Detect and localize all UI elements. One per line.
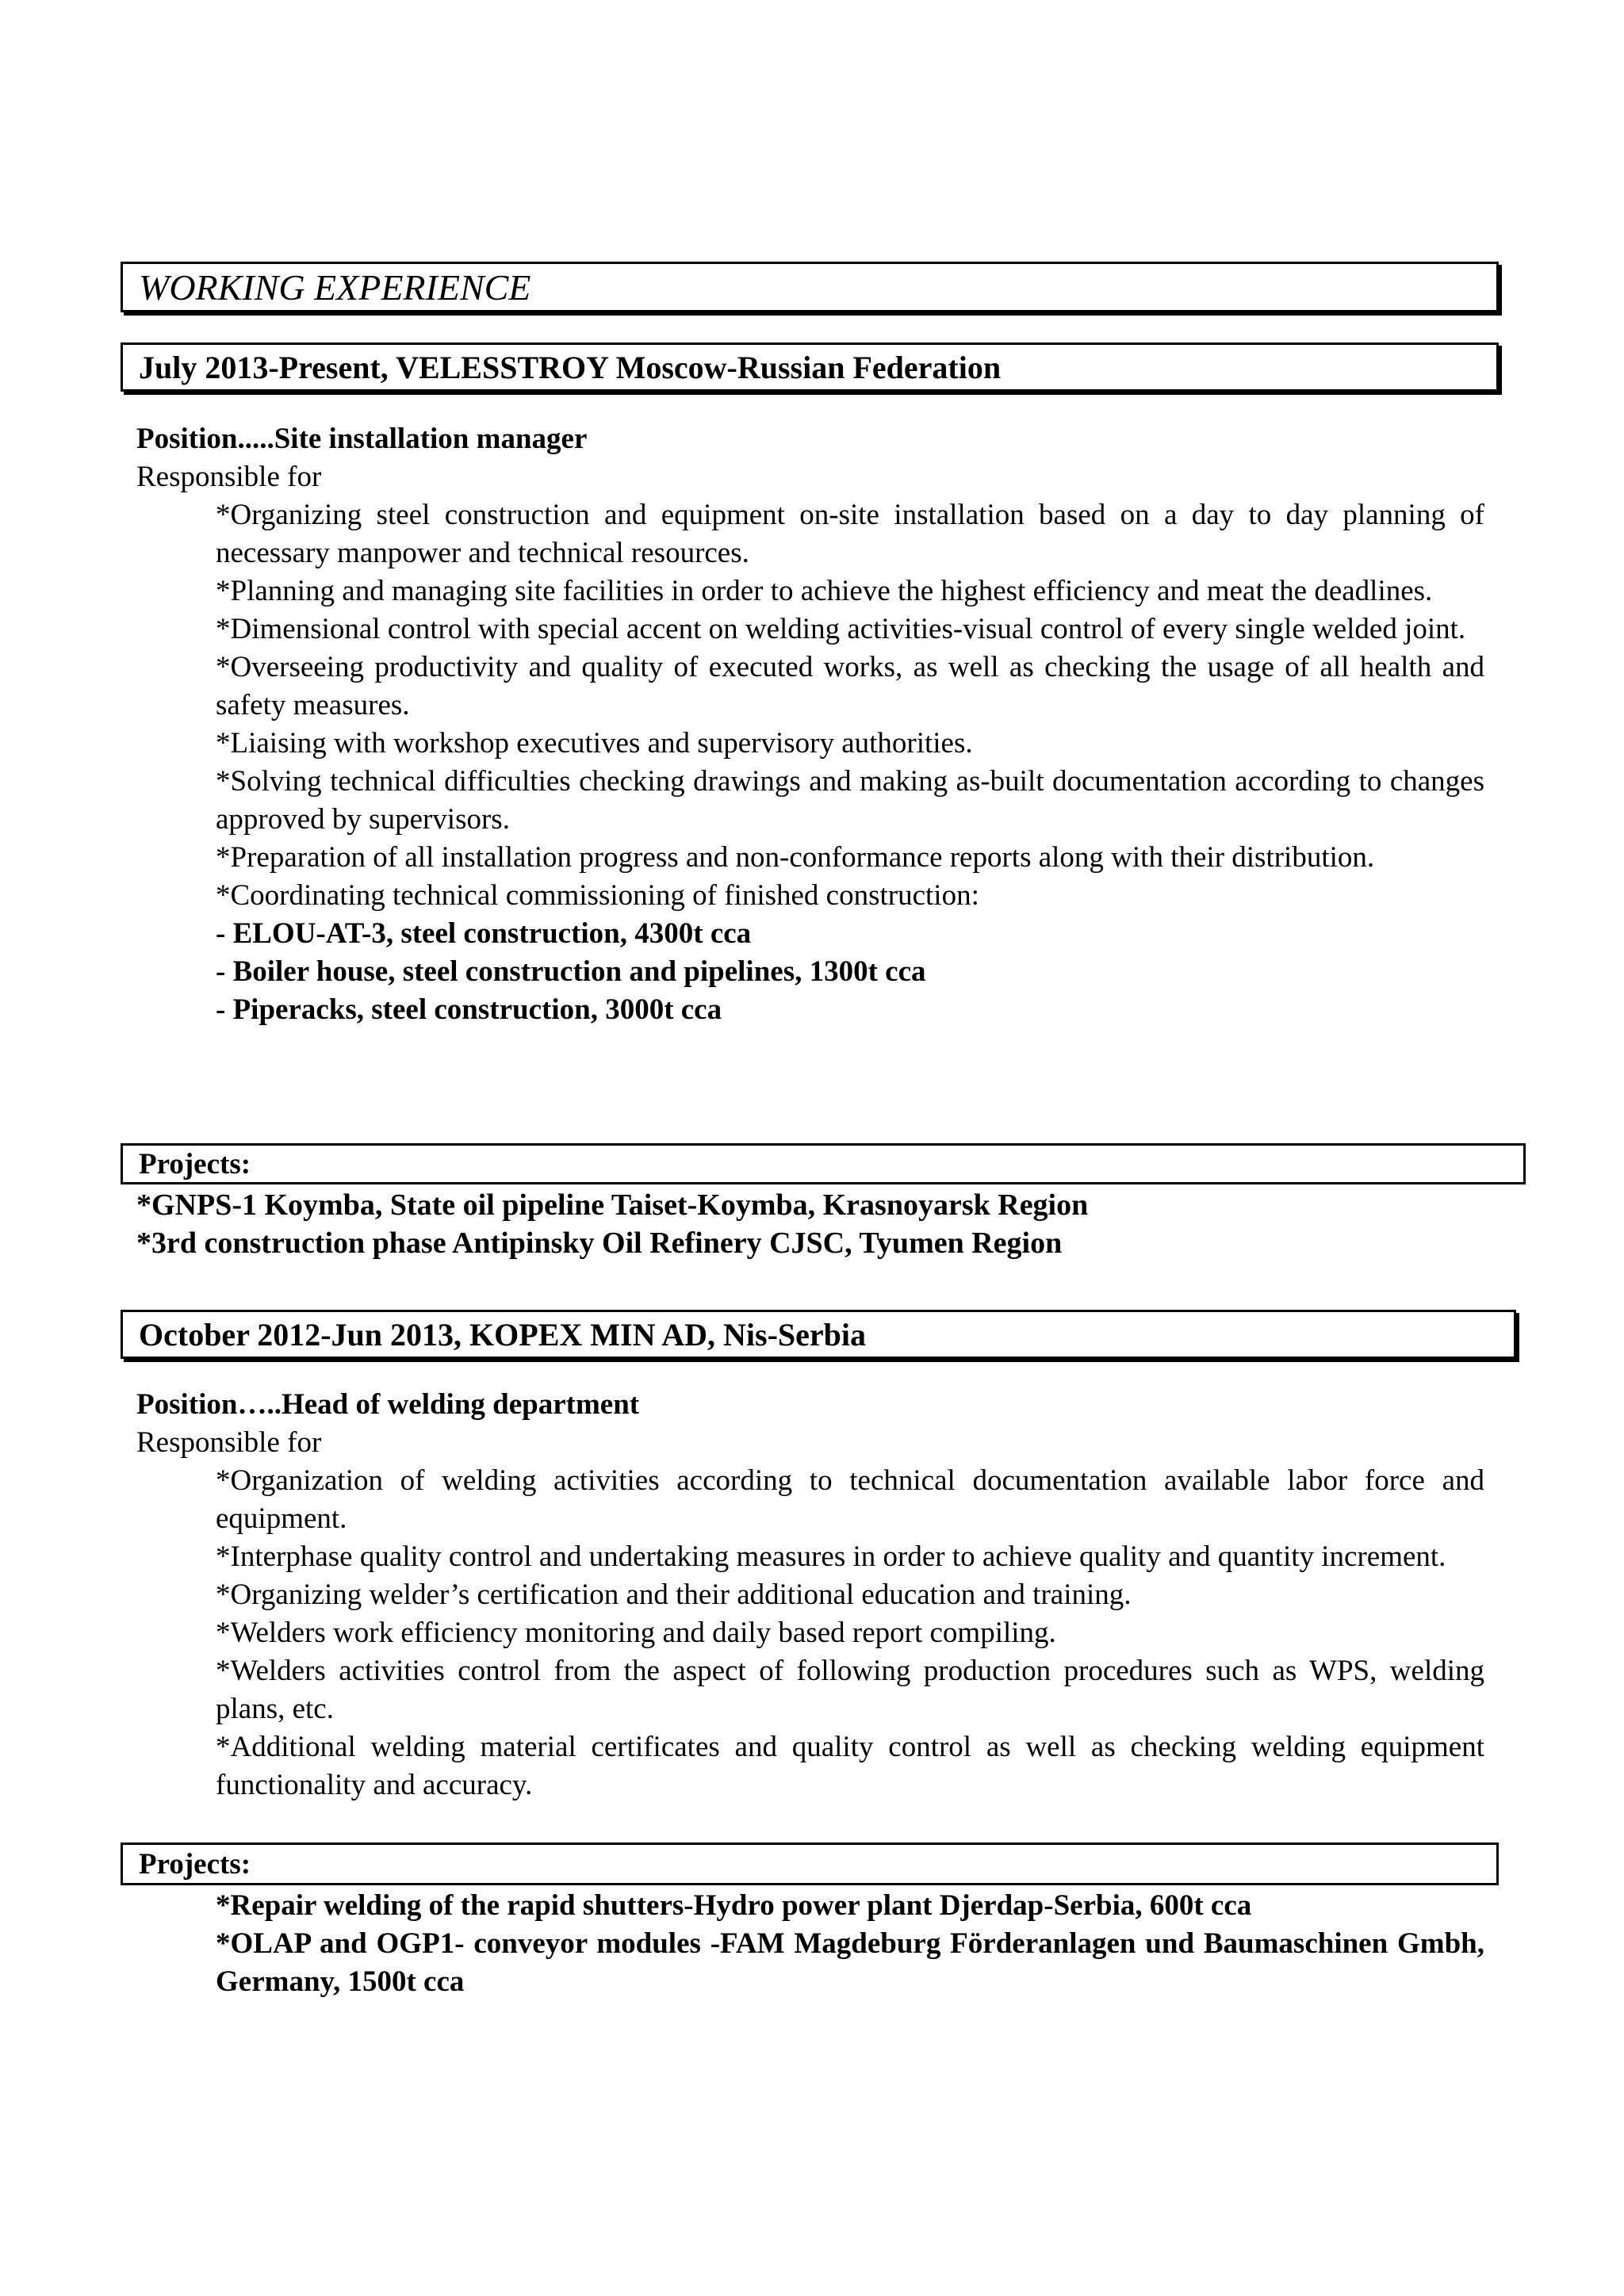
job-1-duty: *Organizing steel construction and equipment on-site installation based on a day to day planning of necessary manpower and technical resources. [216,499,1484,569]
job-2-project: *OLAP and OGP1- conveyor modules -FAM Magdeburg Förderanlagen und Baumaschinen Gmbh, Germany, 1500t cca [216,1927,1484,1998]
job-2-responsible: Responsible for [136,1426,322,1459]
job-1-duty: *Overseeing productivity and quality of executed works, as well as checking the usage of all health and safety measures. [216,651,1484,721]
job-2-duty: *Welders work efficiency monitoring and daily based report compiling. [216,1617,1056,1649]
job-2-duty: *Interphase quality control and undertaking measures in order to achieve quality and quantity increment. [216,1540,1446,1573]
job-1-project: *GNPS-1 Koymba, State oil pipeline Taiset-Koymba, Krasnoyarsk Region [136,1188,1089,1222]
job-2-duty: *Welders activities control from the aspect of following production procedures such as WPS, welding plans, etc. [216,1655,1484,1725]
job-1-duty: *Preparation of all installation progress and non-conformance reports along with their distribution. [216,841,1375,874]
job-2-position-block [136,1386,639,1462]
job-1-duty: *Coordinating technical commissioning of finished construction: [216,879,979,912]
job-1-position-block [136,420,587,496]
job-1-position: Position.....Site installation manager [136,423,588,455]
job-1-highlight: - Piperacks, steel construction, 3000t cca [216,993,722,1026]
job-1-responsible: Responsible for [136,461,322,493]
job-2-duties [216,1462,1484,1804]
job-2-projects-header [121,1843,1499,1885]
job-2-duty: *Organization of welding activities according to technical documentation available labor force and equipment. [216,1464,1484,1535]
section-title-text: WORKING EXPERIENCE [139,266,531,308]
job-header-1-text: July 2013-Present, VELESSTROY Moscow-Russian Federation [139,349,1002,385]
job-1-duty: *Liaising with workshop executives and supervisory authorities. [216,727,973,760]
job-2-projects [216,1887,1484,2001]
job-1-projects [136,1186,1088,1262]
job-header-2 [121,1310,1516,1359]
job-1-projects-label: Projects: [139,1147,251,1181]
section-title [121,262,1499,312]
job-2-duty: *Additional welding material certificates and quality control as well as checking welding equipment functionality and accuracy. [216,1731,1484,1801]
job-1-duty: *Planning and managing site facilities in order to achieve the highest efficiency and meat the deadlines. [216,575,1433,607]
job-1-duties [216,496,1484,1029]
job-1-duty: *Dimensional control with special accent on welding activities-visual control of every single welded joint. [216,613,1466,645]
job-2-duty: *Organizing welder’s certification and their additional education and training. [216,1578,1132,1611]
job-1-project: *3rd construction phase Antipinsky Oil Refinery CJSC, Tyumen Region [136,1226,1063,1260]
job-1-highlight: - ELOU-AT-3, steel construction, 4300t cca [216,917,752,950]
job-1-projects-header [121,1143,1526,1184]
job-1-duty: *Solving technical difficulties checking drawings and making as-built documentation according to changes approved by supervisors. [216,765,1484,836]
job-1-highlight: - Boiler house, steel construction and pipelines, 1300t cca [216,955,926,988]
job-2-project: *Repair welding of the rapid shutters-Hydro power plant Djerdap-Serbia, 600t cca [216,1889,1252,1922]
job-2-position: Position…..Head of welding department [136,1388,640,1421]
job-header-2-text: October 2012-Jun 2013, KOPEX MIN AD, Nis-Serbia [139,1316,867,1353]
job-2-projects-label: Projects: [139,1847,251,1881]
job-header-1 [121,342,1499,392]
